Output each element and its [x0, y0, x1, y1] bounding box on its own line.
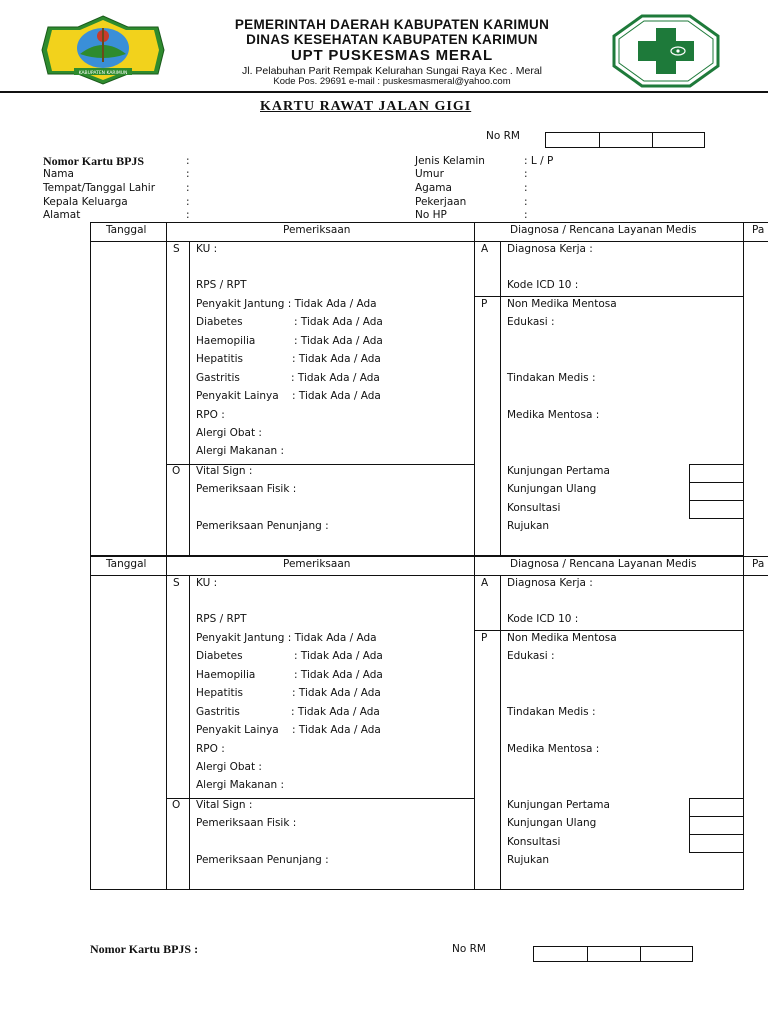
- section-a: A: [481, 243, 489, 255]
- alergi-obat-label: Alergi Obat :: [196, 761, 262, 773]
- lainya-value: : Tidak Ada / Ada: [292, 390, 381, 402]
- haemopilia-value: : Tidak Ada / Ada: [294, 335, 383, 347]
- ttl-label: Tempat/Tanggal Lahir: [43, 182, 156, 194]
- tindakan-label: Tindakan Medis :: [507, 372, 596, 384]
- hepatitis-value: : Tidak Ada / Ada: [292, 353, 381, 365]
- medika-label: Medika Mentosa :: [507, 743, 600, 755]
- header-line-1: PEMERINTAH DAERAH KABUPATEN KARIMUN: [234, 17, 550, 32]
- icd-label: Kode ICD 10 :: [507, 613, 579, 625]
- ku-label: KU :: [196, 577, 218, 589]
- diag-kerja-label: Diagnosa Kerja :: [507, 577, 593, 589]
- gastritis-value: : Tidak Ada / Ada: [291, 706, 380, 718]
- alamat-label: Alamat: [43, 209, 81, 221]
- umur-sep: :: [524, 168, 528, 180]
- hepatitis-label: Hepatitis: [196, 353, 243, 365]
- gastritis-label: Gastritis: [196, 372, 240, 384]
- hepatitis-value: : Tidak Ada / Ada: [292, 687, 381, 699]
- col-diagnosa: Diagnosa / Rencana Layanan Medis: [510, 558, 697, 570]
- kk-sep: :: [186, 196, 190, 208]
- header-rule: [0, 91, 768, 93]
- gastritis-value: : Tidak Ada / Ada: [291, 372, 380, 384]
- section-o: O: [172, 465, 181, 477]
- col-last: Pa: [752, 224, 765, 236]
- footer-bpjs-label: Nomor Kartu BPJS :: [90, 942, 199, 956]
- logo-left-text: KABUPATEN KARIMUN: [78, 71, 128, 76]
- kk-label: Kepala Keluarga: [43, 196, 128, 208]
- footer-no-rm-label: No RM: [452, 943, 486, 955]
- rujukan-label: Rujukan: [507, 520, 550, 532]
- kunjungan-pertama-label: Kunjungan Pertama: [507, 799, 610, 811]
- haemopilia-value: : Tidak Ada / Ada: [294, 669, 383, 681]
- icd-label: Kode ICD 10 :: [507, 279, 579, 291]
- card-title: KARTU RAWAT JALAN GIGI: [260, 99, 472, 114]
- ku-label: KU :: [196, 243, 218, 255]
- nama-label: Nama: [43, 168, 74, 180]
- lainya-label: Penyakit Lainya: [196, 724, 279, 736]
- header-contact: Kode Pos. 29691 e-mail : puskesmasmeral@yahoo.com: [273, 76, 511, 87]
- footer-no-rm-boxes[interactable]: [533, 946, 693, 962]
- edukasi-label: Edukasi :: [507, 316, 555, 328]
- alamat-sep: :: [186, 209, 190, 221]
- bpjs-label: Nomor Kartu BPJS: [43, 154, 145, 168]
- jantung-label: Penyakit Jantung : Tidak Ada / Ada: [196, 632, 377, 644]
- ttl-sep: :: [186, 182, 190, 194]
- bpjs-sep: :: [186, 155, 190, 167]
- alergi-makanan-label: Alergi Makanan :: [196, 779, 285, 791]
- header-address: Jl. Pelabuhan Parit Rempak Kelurahan Sungai Raya Kec . Meral: [242, 65, 542, 77]
- pekerjaan-label: Pekerjaan: [415, 196, 467, 208]
- edukasi-label: Edukasi :: [507, 650, 555, 662]
- diabetes-label: Diabetes: [196, 316, 243, 328]
- medika-label: Medika Mentosa :: [507, 409, 600, 421]
- nohp-sep: :: [524, 209, 528, 221]
- kunjungan-pertama-label: Kunjungan Pertama: [507, 465, 610, 477]
- diag-kerja-label: Diagnosa Kerja :: [507, 243, 593, 255]
- rpo-label: RPO :: [196, 409, 225, 421]
- haemopilia-label: Haemopilia: [196, 669, 256, 681]
- section-a: A: [481, 577, 489, 589]
- hepatitis-label: Hepatitis: [196, 687, 243, 699]
- pekerjaan-sep: :: [524, 196, 528, 208]
- konsultasi-label: Konsultasi: [507, 502, 561, 514]
- lainya-label: Penyakit Lainya: [196, 390, 279, 402]
- section-p: P: [481, 632, 488, 644]
- agama-sep: :: [524, 182, 528, 194]
- alergi-makanan-label: Alergi Makanan :: [196, 445, 285, 457]
- vital-label: Vital Sign :: [196, 465, 253, 477]
- section-o: O: [172, 799, 181, 811]
- rujukan-label: Rujukan: [507, 854, 550, 866]
- no-rm-boxes[interactable]: [545, 132, 705, 148]
- konsultasi-label: Konsultasi: [507, 836, 561, 848]
- alergi-obat-label: Alergi Obat :: [196, 427, 262, 439]
- non-medika-label: Non Medika Mentosa: [507, 298, 617, 310]
- col-last: Pa: [752, 558, 765, 570]
- jk-sep: : L / P: [524, 155, 554, 167]
- col-diagnosa: Diagnosa / Rencana Layanan Medis: [510, 224, 697, 236]
- rpo-label: RPO :: [196, 743, 225, 755]
- jantung-label: Penyakit Jantung : Tidak Ada / Ada: [196, 298, 377, 310]
- nohp-label: No HP: [415, 209, 447, 221]
- diabetes-value: : Tidak Ada / Ada: [294, 316, 383, 328]
- kunjungan-ulang-label: Kunjungan Ulang: [507, 817, 597, 829]
- non-medika-label: Non Medika Mentosa: [507, 632, 617, 644]
- umur-label: Umur: [415, 168, 444, 180]
- vital-label: Vital Sign :: [196, 799, 253, 811]
- kunjungan-ulang-label: Kunjungan Ulang: [507, 483, 597, 495]
- fisik-label: Pemeriksaan Fisik :: [196, 483, 297, 495]
- haemopilia-label: Haemopilia: [196, 335, 256, 347]
- jk-label: Jenis Kelamin: [415, 155, 485, 167]
- col-pemeriksaan: Pemeriksaan: [283, 224, 351, 236]
- col-tanggal: Tanggal: [106, 558, 147, 570]
- penunjang-label: Pemeriksaan Penunjang :: [196, 520, 329, 532]
- section-s: S: [173, 243, 180, 255]
- section-s: S: [173, 577, 180, 589]
- lainya-value: : Tidak Ada / Ada: [292, 724, 381, 736]
- col-pemeriksaan: Pemeriksaan: [283, 558, 351, 570]
- rps-label: RPS / RPT: [196, 613, 247, 625]
- no-rm-label: No RM: [486, 130, 520, 142]
- header-line-3: UPT PUSKESMAS MERAL: [291, 47, 493, 64]
- nama-sep: :: [186, 168, 190, 180]
- rps-label: RPS / RPT: [196, 279, 247, 291]
- section-p: P: [481, 298, 488, 310]
- col-tanggal: Tanggal: [106, 224, 147, 236]
- fisik-label: Pemeriksaan Fisik :: [196, 817, 297, 829]
- gastritis-label: Gastritis: [196, 706, 240, 718]
- agama-label: Agama: [415, 182, 452, 194]
- diabetes-label: Diabetes: [196, 650, 243, 662]
- tindakan-label: Tindakan Medis :: [507, 706, 596, 718]
- diabetes-value: : Tidak Ada / Ada: [294, 650, 383, 662]
- penunjang-label: Pemeriksaan Penunjang :: [196, 854, 329, 866]
- header-line-2: DINAS KESEHATAN KABUPATEN KARIMUN: [246, 32, 538, 47]
